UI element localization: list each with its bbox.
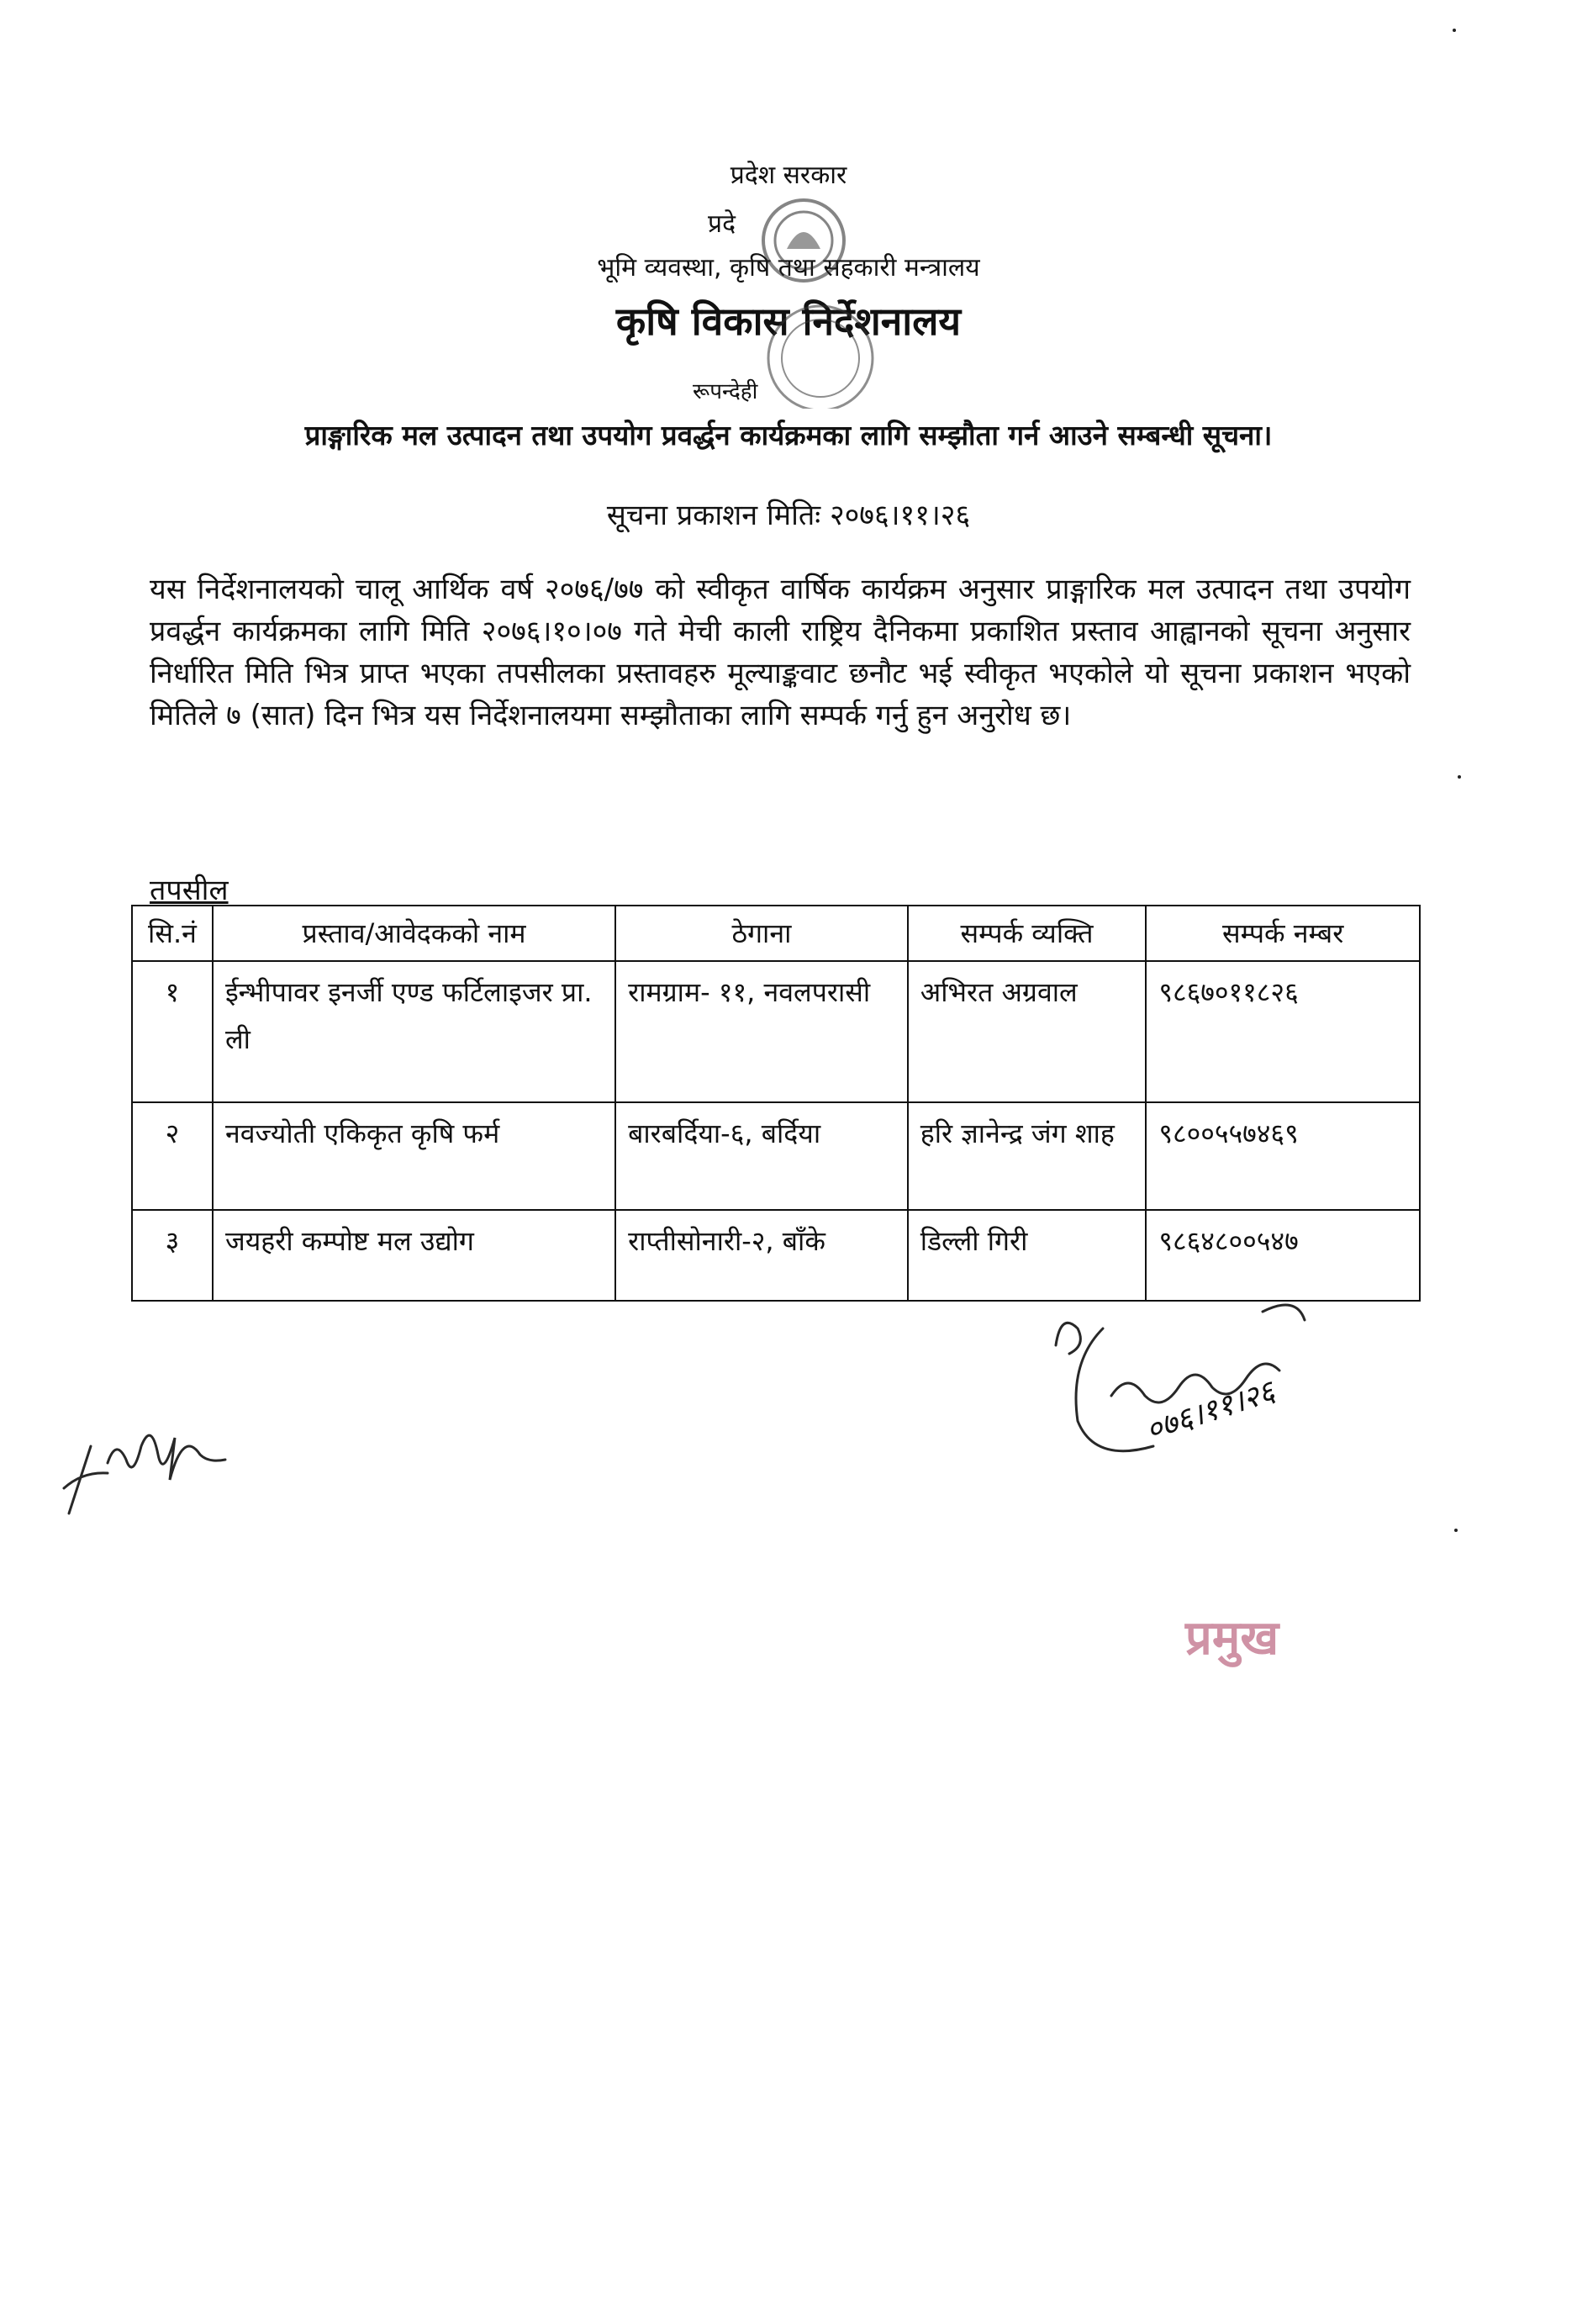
scan-dot [1458,775,1461,779]
table-row [132,1210,1420,1301]
cell-contact-person: डिल्ली गिरी [908,1210,1147,1301]
table-header-row [132,906,1420,961]
cell-contact-number: ९८००५५७४६९ [1146,1102,1420,1210]
cell-serial: ३ [132,1210,213,1301]
government-name: प्रदेश सरकार [730,161,847,190]
publication-date: सूचना प्रकाशन मितिः २०७६।११।२६ [606,499,971,532]
cell-serial: २ [132,1102,213,1210]
scan-dot [1453,29,1456,32]
header-applicant-name: प्रस्ताव/आवेदकको नाम [213,906,615,961]
ministry-name: भूमि व्यवस्था, कृषि तथा सहकारी मन्त्रालय [597,253,980,283]
cell-contact-person: अभिरत अग्रवाल [908,961,1147,1102]
designation-stamp: प्रमुख [1185,1611,1279,1666]
table-row [132,961,1420,1102]
details-label: तपसील [150,874,229,907]
cell-serial: १ [132,961,213,1102]
table-row [132,1102,1420,1210]
government-seal-icon [720,190,888,409]
cell-address: बारबर्दिया-६, बर्दिया [615,1102,908,1210]
cell-address: रामग्राम- ११, नवलपरासी [615,961,908,1102]
header-address: ठेगाना [615,906,908,961]
notice-body-text: यस निर्देशनालयको चालू आर्थिक वर्ष २०७६/७७ को स्वीकृत वार्षिक कार्यक्रम अनुसार प्राङ्गारिक मल उत्पादन तथा उपयोग प्रवर्द्धन कार्यक्रमका लागि मिति २०७६।१०।०७ गते मेची काली राष्ट्रिय दैनिकमा प्रकाशित प्रस्ताव आह्वानको सूचना अनुसार निर्धारित मिति भित्र प्राप्त भएका तपसीलका प्रस्तावहरु मूल्याङ्कवाट छनौट भई स्वीकृत भएकोले यो सूचना प्रकाशन भएको मितिले ७ (सात) दिन भित्र यस निर्देशनालयमा सम्झौताका लागि सम्पर्क गर्नु हुन अनुरोध छ। [150,573,1411,732]
cell-contact-person: हरि ज्ञानेन्द्र जंग शाह [908,1102,1147,1210]
header-contact-person: सम्पर्क व्यक्ति [908,906,1147,961]
cell-applicant-name: ईन्भीपावर इनर्जी एण्ड फर्टिलाइजर प्रा. ली [213,961,615,1102]
signature-date: ०७६।११।२६ [1142,1374,1279,1449]
province-name: प्रदे [708,209,736,239]
left-signature-icon [57,1379,259,1530]
cell-contact-number: ९८६७०११८२६ [1146,961,1420,1102]
header-contact-number: सम्पर्क नम्बर [1146,906,1420,961]
scan-dot [1454,1529,1458,1532]
notice-body [150,568,1411,737]
header-serial: सि.नं [132,906,213,961]
applicant-table [131,905,1421,1302]
cell-contact-number: ९८६४८००५४७ [1146,1210,1420,1301]
cell-applicant-name: नवज्योती एकिकृत कृषि फर्म [213,1102,615,1210]
office-location: रूपन्देही [693,379,758,404]
cell-applicant-name: जयहरी कम्पोष्ट मल उद्योग [213,1210,615,1301]
notice-subject: प्राङ्गारिक मल उत्पादन तथा उपयोग प्रवर्द्धन कार्यक्रमका लागि सम्झौता गर्न आउने सम्बन्धी सूचना। [304,419,1273,452]
cell-address: राप्तीसोनारी-२, बाँके [615,1210,908,1301]
office-name: कृषि विकास निर्देशनालय [615,298,962,344]
